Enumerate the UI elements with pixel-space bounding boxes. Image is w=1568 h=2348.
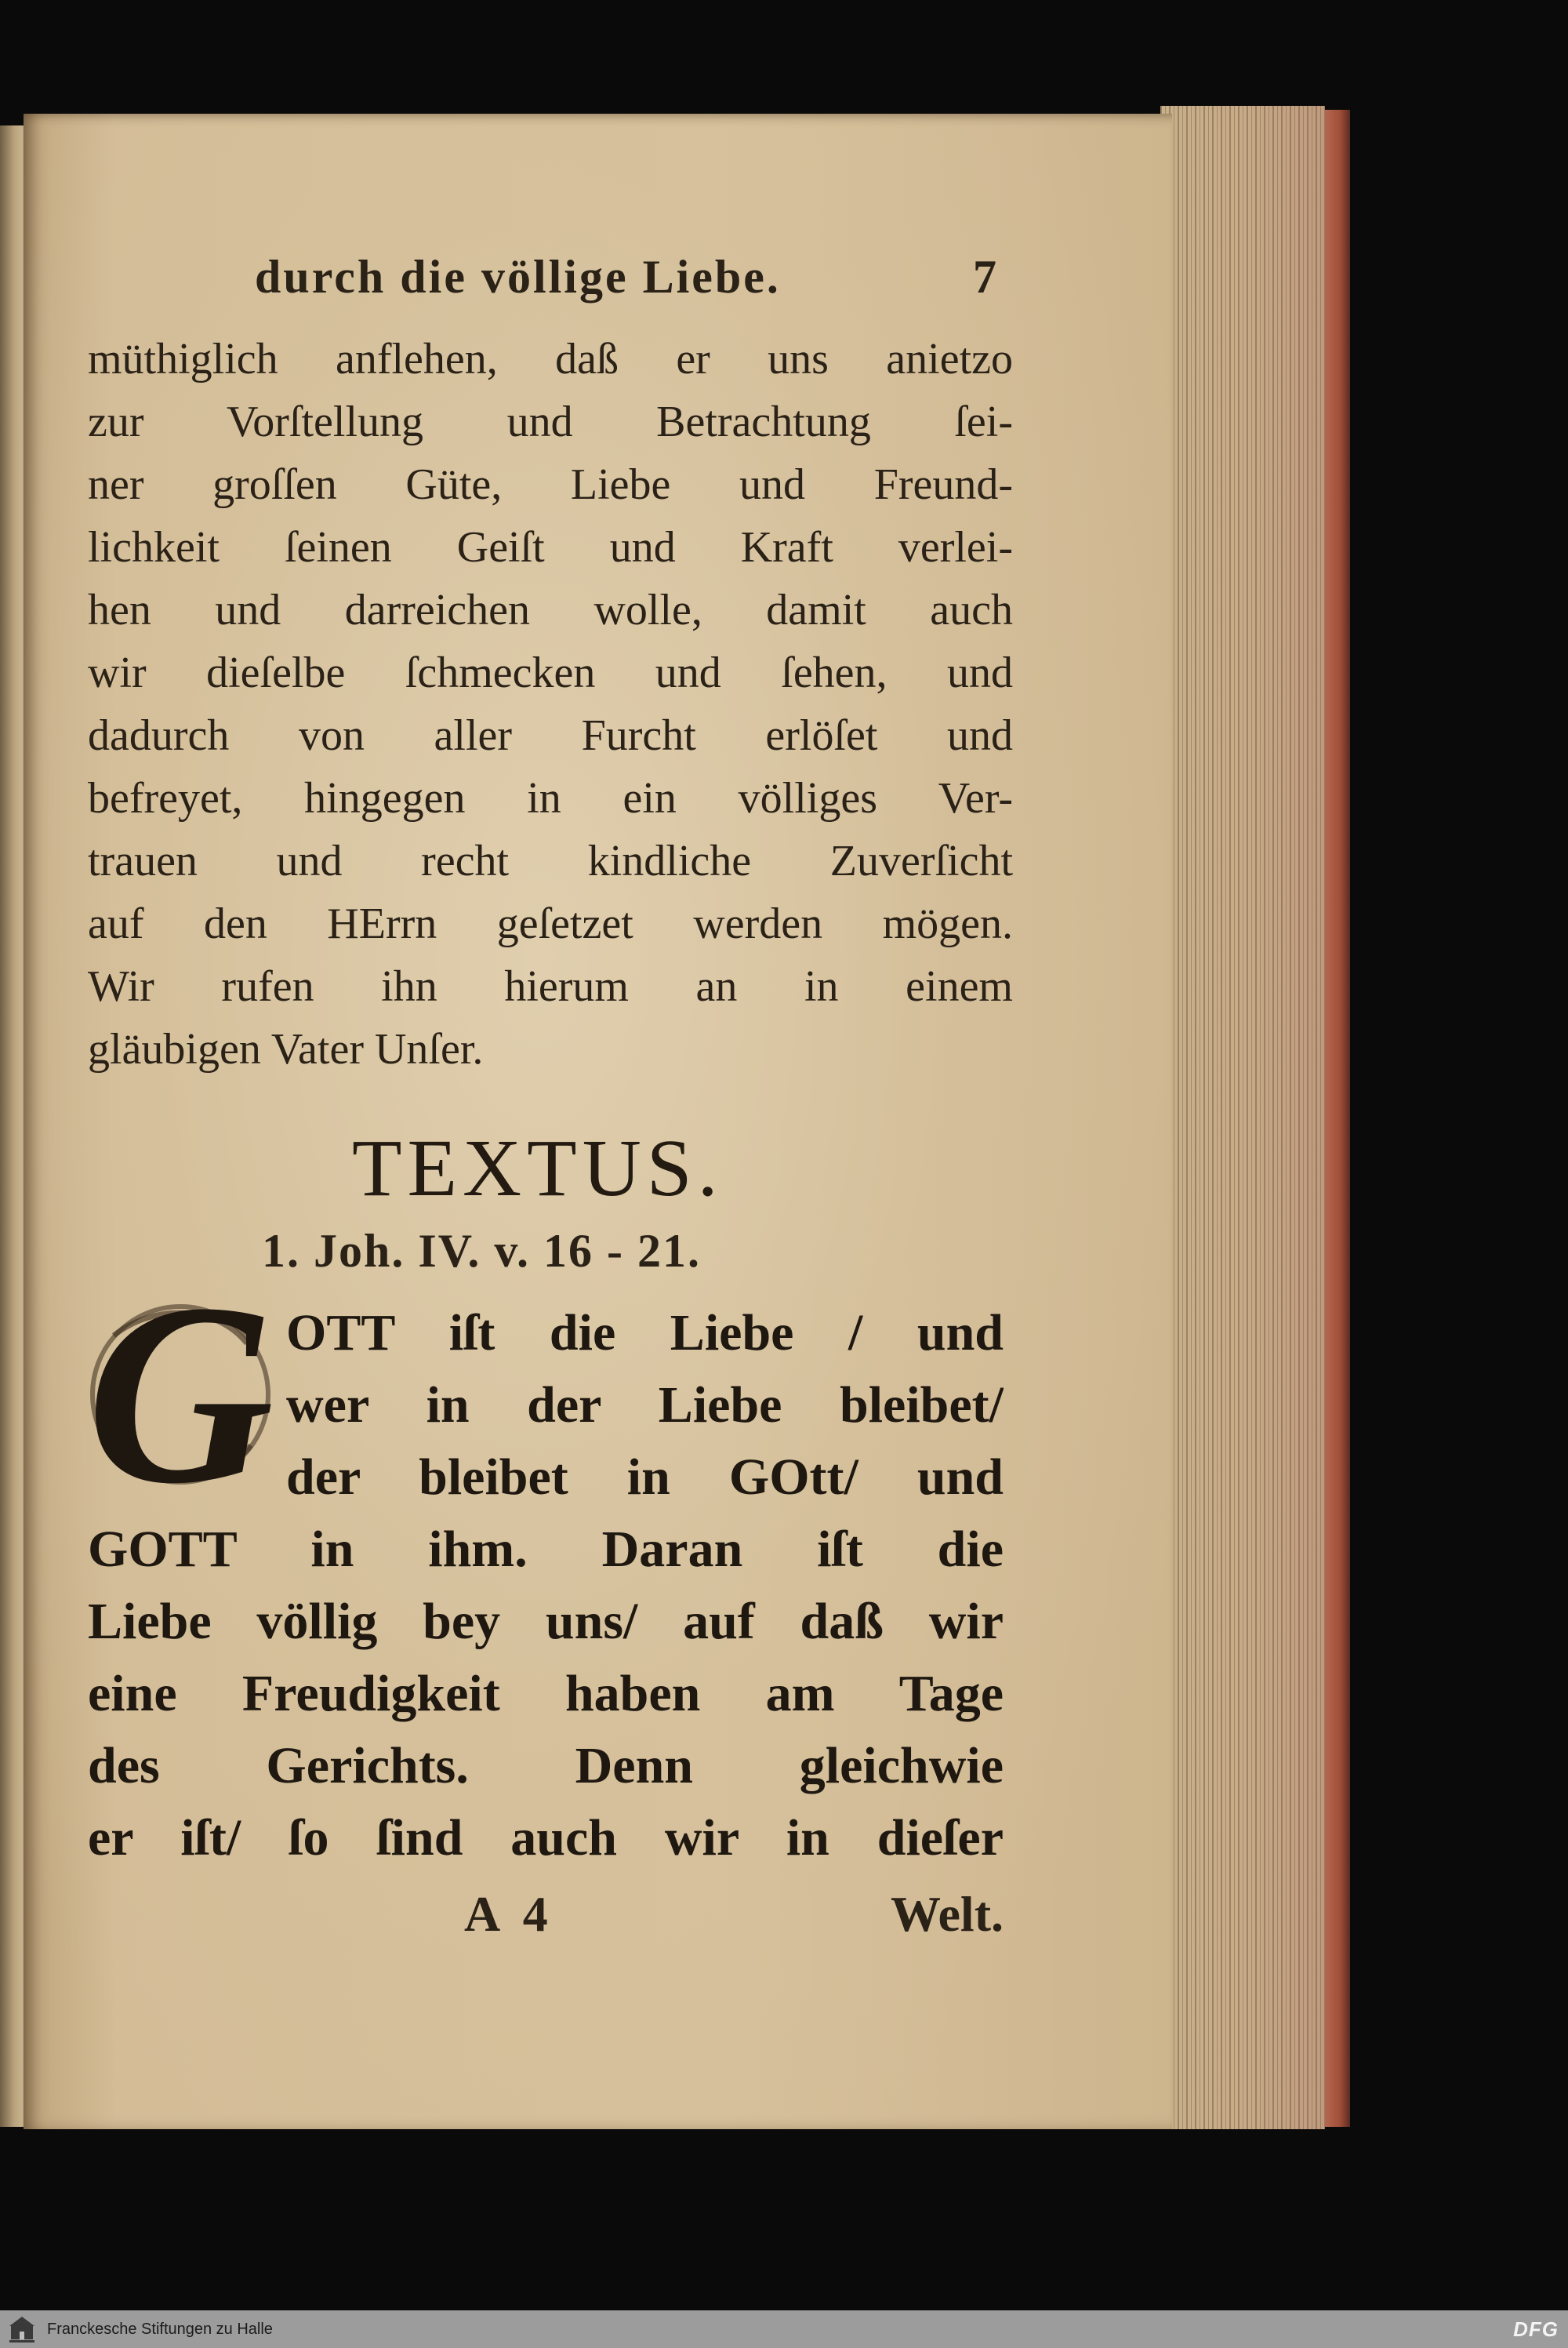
scripture-line: Liebe völlig bey uns/ auf daß wir [88,1593,1004,1650]
red-sprinkled-edge [1325,110,1350,2127]
text-line: zur Vorſtellung und Betrachtung ſei- [88,398,1013,446]
running-title: durch die völlige Liebe. [255,251,781,303]
prayer-paragraph [88,328,1013,1081]
text-line: wir dieſelbe ſchmecken und ſehen, und [88,649,1013,697]
archive-footer-bar [0,2310,1568,2348]
text-line: müthiglich anflehen, daß er uns anietzo [88,335,1013,383]
scripture-line: des Gerichts. Denn gleichwie [88,1737,1004,1794]
text-line: ner groſſen Güte, Liebe und Freund- [88,460,1013,509]
scripture-passage [88,1297,1004,1874]
section-heading: TEXTUS. [352,1123,724,1213]
institution-logo-icon [8,2314,36,2344]
scripture-line: der bleibet in GOtt/ und [286,1448,1004,1506]
scripture-line: OTT iſt die Liebe / und [286,1304,1004,1361]
drop-cap-letter: G [86,1251,274,1537]
scripture-line: eine Freudigkeit haben am Tage [88,1665,1004,1722]
text-line: gläubigen Vater Unſer. [88,1025,484,1074]
text-line: befreyet, hingegen in ein völliges Ver- [88,774,1013,823]
text-line: dadurch von aller Furcht erlöſet und [88,711,1013,760]
text-line: auf den HErrn geſetzet werden mögen. [88,900,1013,948]
signature-mark: A 4 [464,1886,554,1942]
bible-reference: 1. Joh. IV. v. 16 - 21. [262,1225,701,1277]
text-line: Wir rufen ihn hierum an in einem [88,962,1013,1011]
page-number: 7 [973,251,996,303]
funder-logo: DFG [1513,2317,1559,2341]
text-line: trauen und recht kindliche Zuverſicht [88,837,1013,885]
institution-name: Franckesche Stiftungen zu Halle [47,2321,273,2338]
catchword: Welt. [891,1886,1004,1942]
scripture-line: er iſt/ ſo ſind auch wir in dieſer [88,1809,1004,1866]
text-line: lichkeit ſeinen Geiſt und Kraft verlei- [88,523,1013,572]
scripture-line: GOTT in ihm. Daran iſt die [88,1521,1004,1578]
text-line: hen und darreichen wolle, damit auch [88,586,1013,634]
book-page [24,114,1172,2129]
scripture-line: wer in der Liebe bleibet/ [286,1376,1004,1434]
page-stack-edges [1160,106,1325,2129]
